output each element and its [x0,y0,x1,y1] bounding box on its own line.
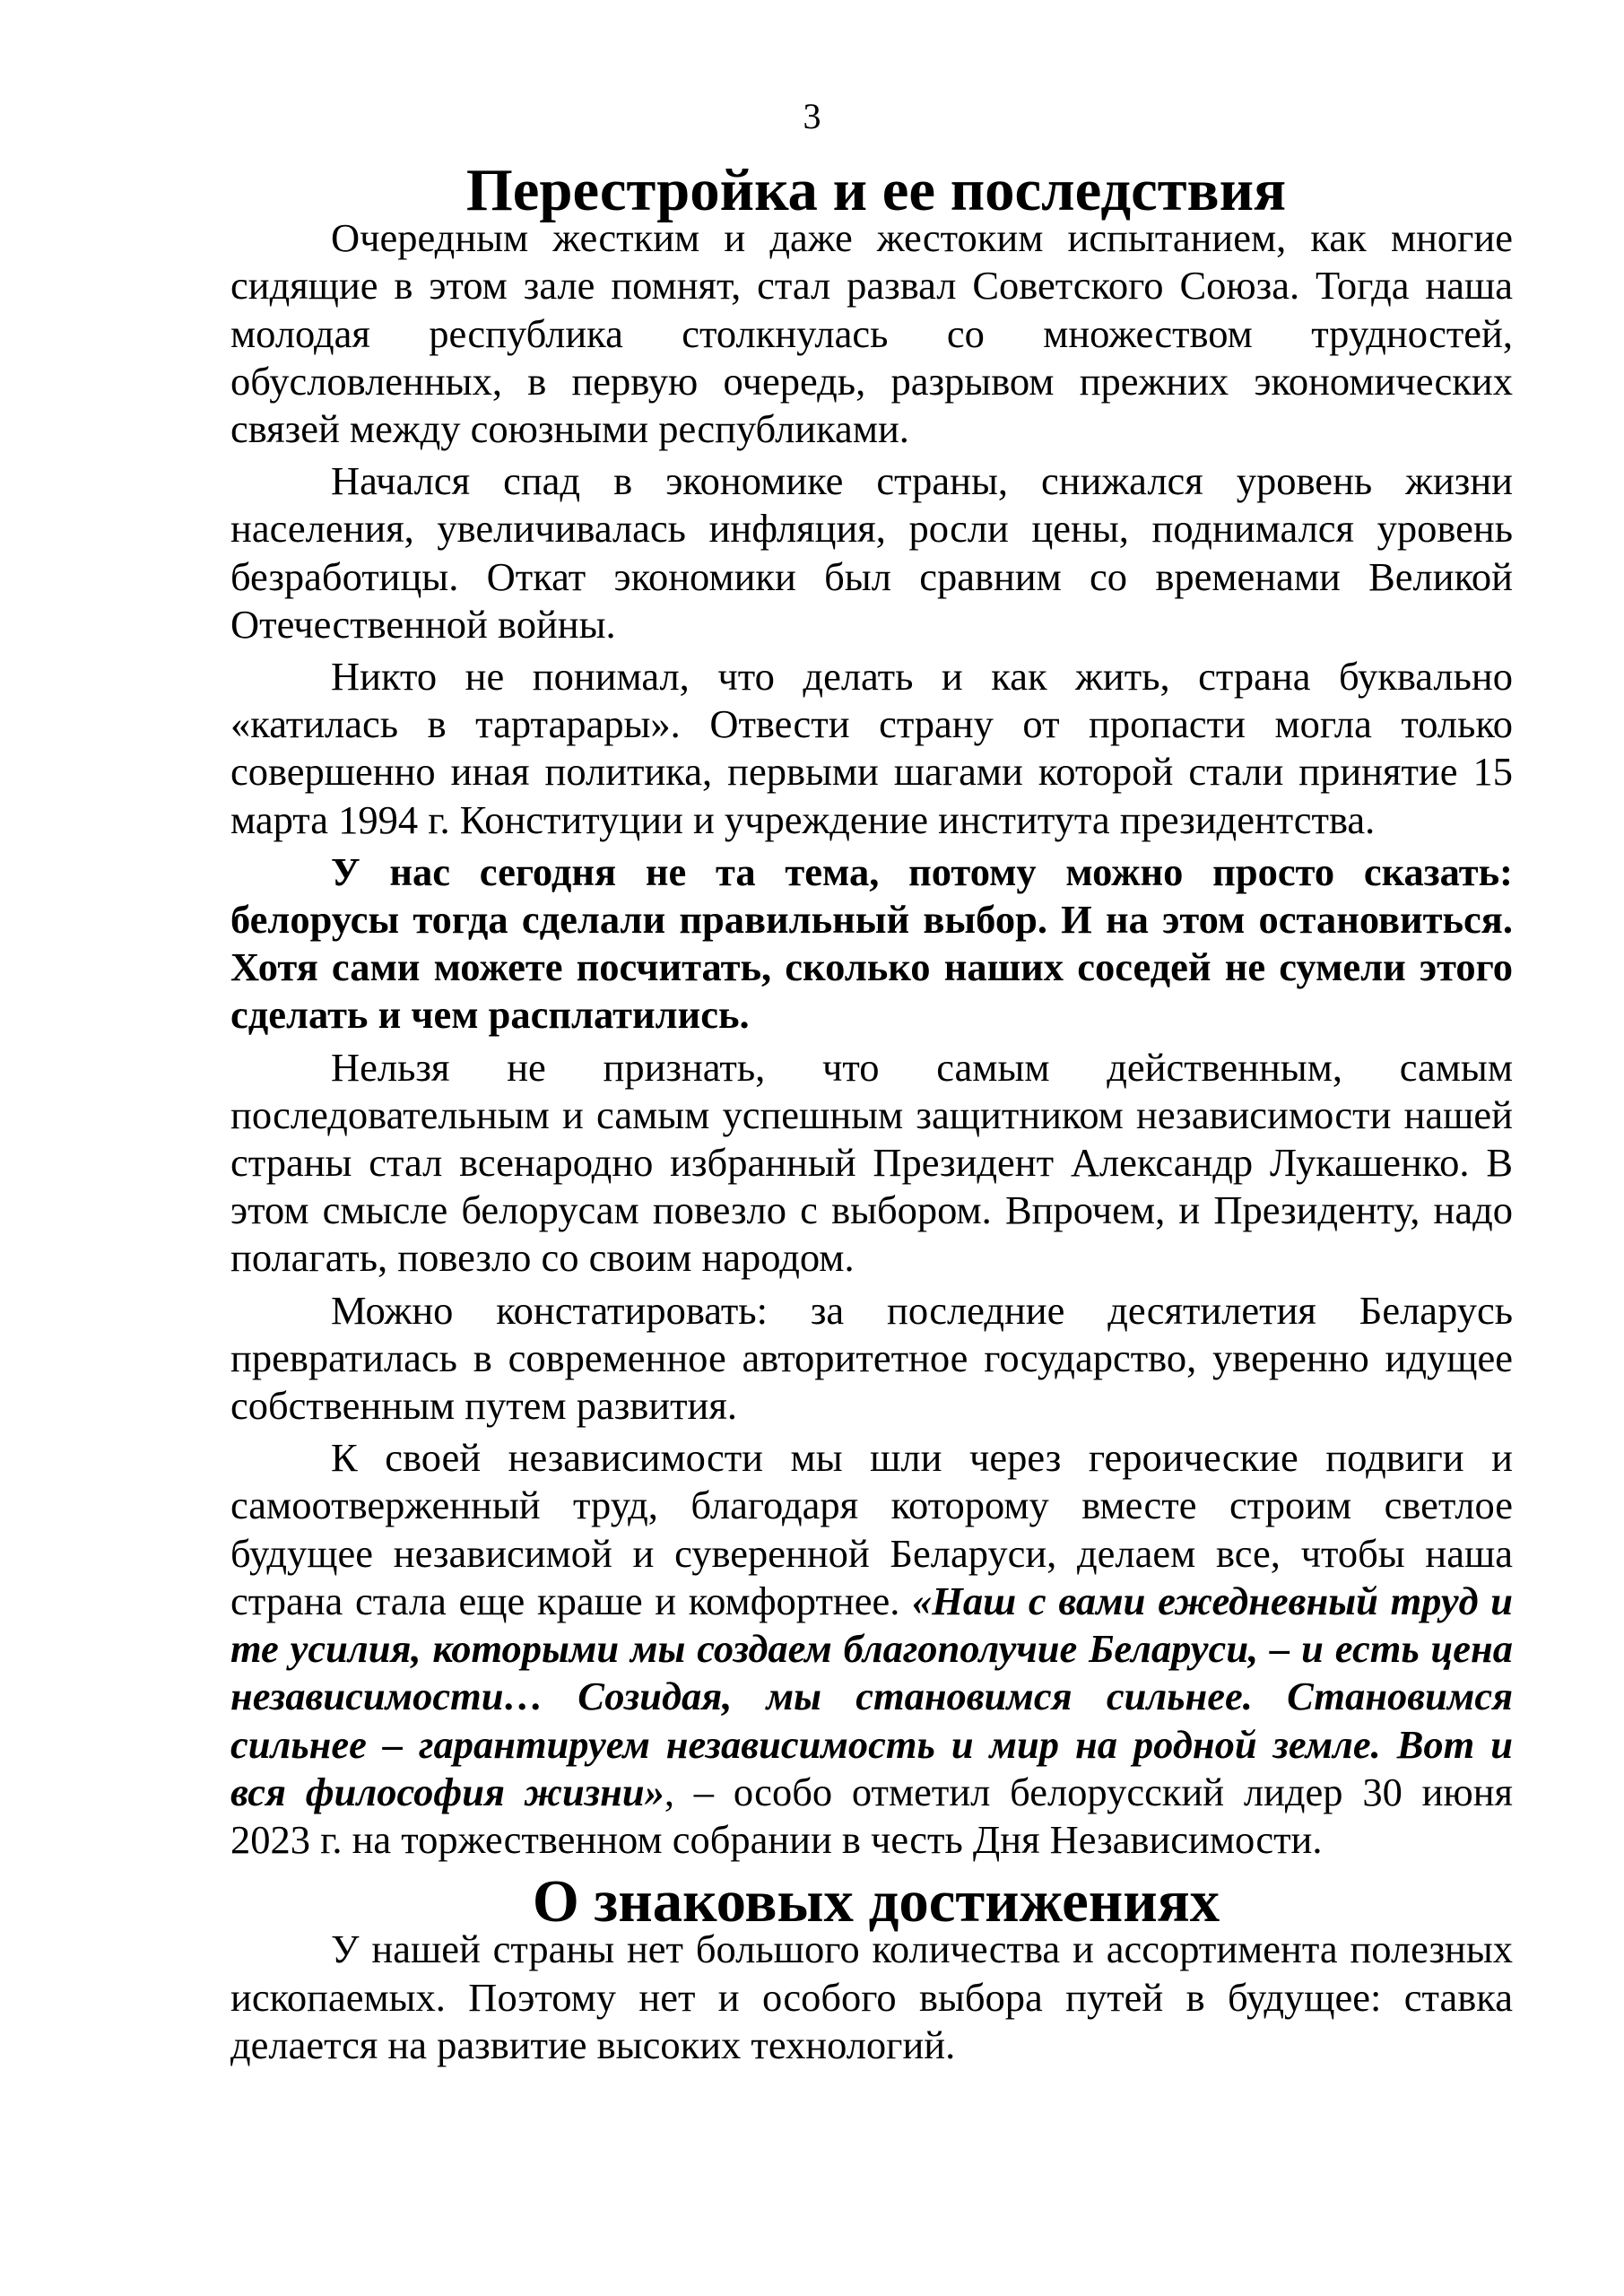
paragraph: Нельзя не признать, что самым действенным, самым последовательным и самым успешным защитником независимости нашей страны стал всенародно избранный Президент Александр Лукашенко. В этом смысле белорусам повезло с выбором. Впрочем, и Президенту, надо полагать, повезло со своим народом. [230,1044,1513,1281]
paragraph: Никто не понимал, что делать и как жить, страна буквально «катилась в тартарары». Отвести страну от пропасти могла только совершенно иная политика, первыми шагами которой стали принятие 15 марта 1994 г. Конституции и учреждение института президентства. [230,654,1513,842]
president-quote: «Наш с вами ежедневный труд и те усилия, которыми мы создаем благополучие Беларуси, – и есть цена независимости… Созидая, мы становимся сильнее. Становимся сильнее – гарантируем независимость и мир на родной земле. Вот и вся философия жизни» [230,1578,1513,1814]
paragraph-text: , – особо отметил белорусский лидер 30 июня 2023 г. на торжественном собрании в честь Дня Независимости. [230,1769,1513,1862]
document-body [230,158,1513,2074]
bold-paragraph: У нас сегодня не та тема, потому можно просто сказать: белорусы тогда сделали правильный выбор. И на этом остановиться. Хотя сами можете посчитать, сколько наших соседей не сумели этого сделать и чем расплатились. [230,848,1513,1038]
paragraph-text: К своей независимости мы шли через героические подвиги и самоотверженный труд, благодаря которому вместе строим светлое будущее независимой и суверенной Беларуси, делаем все, чтобы наша страна стала еще краше и комфортнее. [230,1435,1513,1623]
paragraph-with-quote [230,1434,1513,1864]
paragraph: Можно констатировать: за последние десятилетия Беларусь превратилась в современное авторитетное государство, уверенно идущее собственным путем развития. [230,1287,1513,1429]
paragraph: Начался спад в экономике страны, снижался уровень жизни населения, увеличивалась инфляция, росли цены, поднимался уровень безработицы. Откат экономики был сравним со временами Великой Отечественной войны. [230,458,1513,647]
section-heading-perestroika: Перестройка и ее последствия [465,158,1287,223]
page-number: 3 [803,96,821,136]
section-heading-achievements: О знаковых достижениях [532,1869,1220,1935]
paragraph: У нашей страны нет большого количества и ассортимента полезных ископаемых. Поэтому нет и особого выбора путей в будущее: ставка делается на развитие высоких технологий. [230,1926,1513,2067]
paragraph: Очередным жестким и даже жестоким испытанием, как многие сидящие в этом зале помнят, стал развал Советского Союза. Тогда наша молодая республика столкнулась со множеством трудностей, обусловленных, в первую очередь, разрывом прежних экономических связей между союзными республиками. [230,215,1513,452]
